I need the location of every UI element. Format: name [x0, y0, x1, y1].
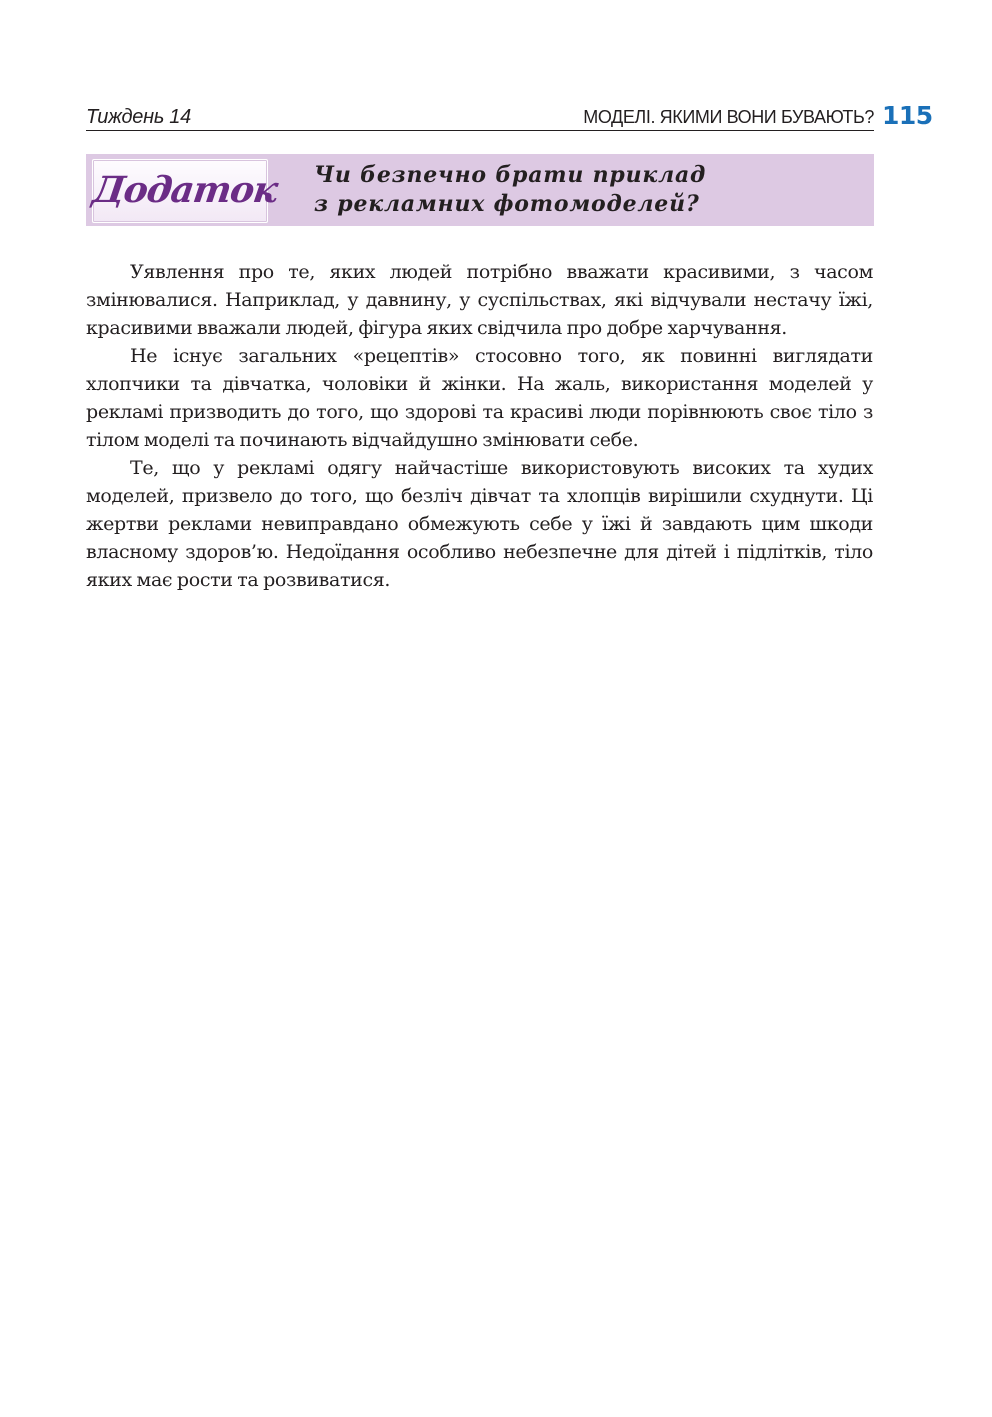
page-number: 115: [882, 101, 933, 130]
section-title-line: з рекламних фотомоделей?: [314, 191, 700, 217]
section-title: [314, 161, 706, 219]
paragraph: Уявлення про те, яких людей потрібно вважати красивими, з часом змінювалися. Наприклад, у давнину, у суспільствах, які відчували нестачу їжі, красивими вважали людей, фігура яких свідчила про добре харчування.: [86, 261, 873, 339]
chapter-topic: МОДЕЛІ. ЯКИМИ ВОНИ БУВАЮТЬ?: [583, 107, 874, 127]
section-title-line: Чи безпечно брати приклад: [314, 162, 707, 188]
appendix-badge: [90, 159, 280, 223]
appendix-banner: [86, 154, 874, 226]
appendix-badge-label: Додаток: [90, 169, 280, 211]
week-label: Тиждень 14: [86, 106, 191, 128]
paragraph: Не існує загальних «рецептів» стосовно того, як повинні виглядати хлопчики та дівчатка, чоловіки й жінки. На жаль, використання моделей у рекламі призводить до того, що здорові та красиві люди порівнюють своє тіло з тілом моделі та починають відчайдушно змінювати себе.: [86, 345, 873, 451]
body-text: [86, 258, 873, 594]
running-header: [86, 104, 874, 131]
paragraph: Те, що у рекламі одягу найчастіше використовують високих та худих моделей, призвело до того, що безліч дівчат та хлопців вирішили схуднути. Ці жертви реклами невиправдано обмежують себе у їжі й завдають цим шкоди власному здоров’ю. Недоїдання особливо небезпечне для дітей і підлітків, тіло яких має рости та розвиватися.: [86, 457, 873, 591]
